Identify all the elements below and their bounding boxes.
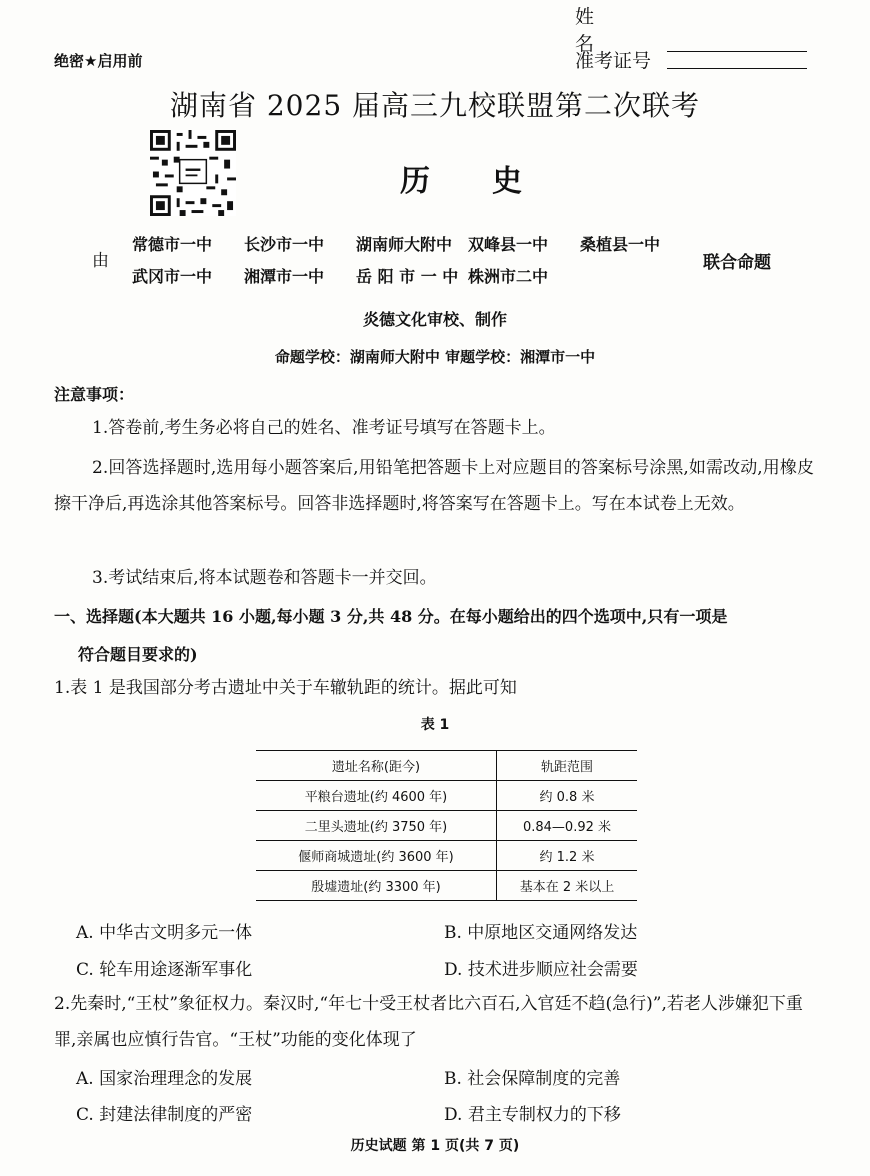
notice-item: 3.考试结束后,将本试题卷和答题卡一并交回。: [92, 568, 437, 588]
section-heading-line2: 符合题目要求的): [78, 645, 198, 664]
organizers-prefix: 由: [92, 251, 109, 271]
page-footer: 历史试题 第 1 页(共 7 页): [350, 1138, 520, 1154]
section-heading-line1: 一、选择题(本大题共 16 小题,每小题 3 分,共 48 分。在每小题给出的四个选项中,只有一项是: [54, 607, 728, 626]
table-cell: 0.84—0.92 米: [497, 811, 638, 841]
school-name: 长沙市一中: [244, 235, 325, 254]
question-1-stem: 1.表 1 是我国部分考古遗址中关于车辙轨距的统计。据此可知: [54, 678, 517, 698]
q1-option-d: D. 技术进步顺应社会需要: [444, 960, 638, 980]
confidential-mark: 绝密★启用前: [54, 52, 143, 70]
table-cell: 二里头遗址(约 3750 年): [256, 811, 497, 841]
review-line: 炎德文化审校、制作: [362, 310, 507, 329]
table-header-row: [256, 751, 637, 781]
school-name: 株洲市二中: [468, 267, 549, 286]
q2-option-d: D. 君主专制权力的下移: [444, 1105, 621, 1125]
makers-line: 命题学校：湖南师大附中 审题学校：湘潭市一中: [274, 348, 596, 366]
qr-code-icon: [150, 130, 236, 216]
question-2-stem: 2.先秦时,“王杖”象征权力。秦汉时,“年七十受王杖者比六百石,入官廷不趋(急行)”,若老人涉嫌犯下重罪,亲属也应慎行告官。“王杖”功能的变化体现了: [54, 994, 803, 1050]
table-cell: 约 1.2 米: [497, 841, 638, 871]
table-header-cell: 轨距范围: [497, 751, 638, 781]
q2-option-b: B. 社会保障制度的完善: [444, 1069, 621, 1089]
schools-row-1: [132, 232, 692, 264]
table-cell: 基本在 2 米以上: [497, 871, 638, 901]
organizer-schools: [132, 232, 692, 296]
q1-option-c: C. 轮车用途逐渐军事化: [76, 960, 253, 980]
table-caption: 表 1: [420, 717, 450, 733]
table-cell: 偃师商城遗址(约 3600 年): [256, 841, 497, 871]
exam-id-field: [575, 46, 807, 73]
school-name: 常德市一中: [132, 235, 213, 254]
table-row: [256, 781, 637, 811]
table-cell: 约 0.8 米: [497, 781, 638, 811]
table-1: [256, 750, 637, 901]
school-name: 岳 阳 市 一 中: [356, 267, 459, 286]
table-cell: 殷墟遗址(约 3300 年): [256, 871, 497, 901]
q2-option-c: C. 封建法律制度的严密: [76, 1105, 253, 1125]
table-header-cell: 遗址名称(距今): [256, 751, 497, 781]
q2-option-a: A. 国家治理理念的发展: [76, 1069, 253, 1089]
notice-item: 2.回答选择题时,选用每小题答案后,用铅笔把答题卡上对应题目的答案标号涂黑,如需改动,用橡皮擦干净后,再选涂其他答案标号。回答非选择题时,将答案写在答题卡上。写在本试卷上无效。: [54, 458, 814, 514]
school-name: 武冈市一中: [132, 267, 213, 286]
q1-option-b: B. 中原地区交通网络发达: [444, 923, 638, 943]
section-heading: [54, 598, 824, 674]
notice-heading: 注意事项：: [54, 385, 135, 404]
table-row: [256, 811, 637, 841]
exam-id-label: 准考证号: [575, 50, 652, 72]
school-name: 桑植县一中: [580, 235, 661, 254]
school-name: 湘潭市一中: [244, 267, 325, 286]
schools-row-2: [132, 264, 692, 296]
exam-title: 湖南省 2025 届高三九校联盟第二次联考: [169, 89, 701, 122]
school-name: 双峰县一中: [468, 235, 549, 254]
name-label: 姓名: [575, 6, 643, 55]
table-row: [256, 871, 637, 901]
notice-item: 1.答卷前,考生务必将自己的姓名、准考证号填写在答题卡上。: [92, 418, 556, 438]
table-cell: 平粮台遗址(约 4600 年): [256, 781, 497, 811]
table-row: [256, 841, 637, 871]
organizers-suffix: 联合命题: [703, 253, 771, 273]
q1-option-a: A. 中华古文明多元一体: [76, 923, 253, 943]
exam-id-underline: [667, 50, 807, 69]
school-name: 湖南师大附中: [356, 235, 453, 254]
subject-title: 历史: [400, 164, 584, 199]
